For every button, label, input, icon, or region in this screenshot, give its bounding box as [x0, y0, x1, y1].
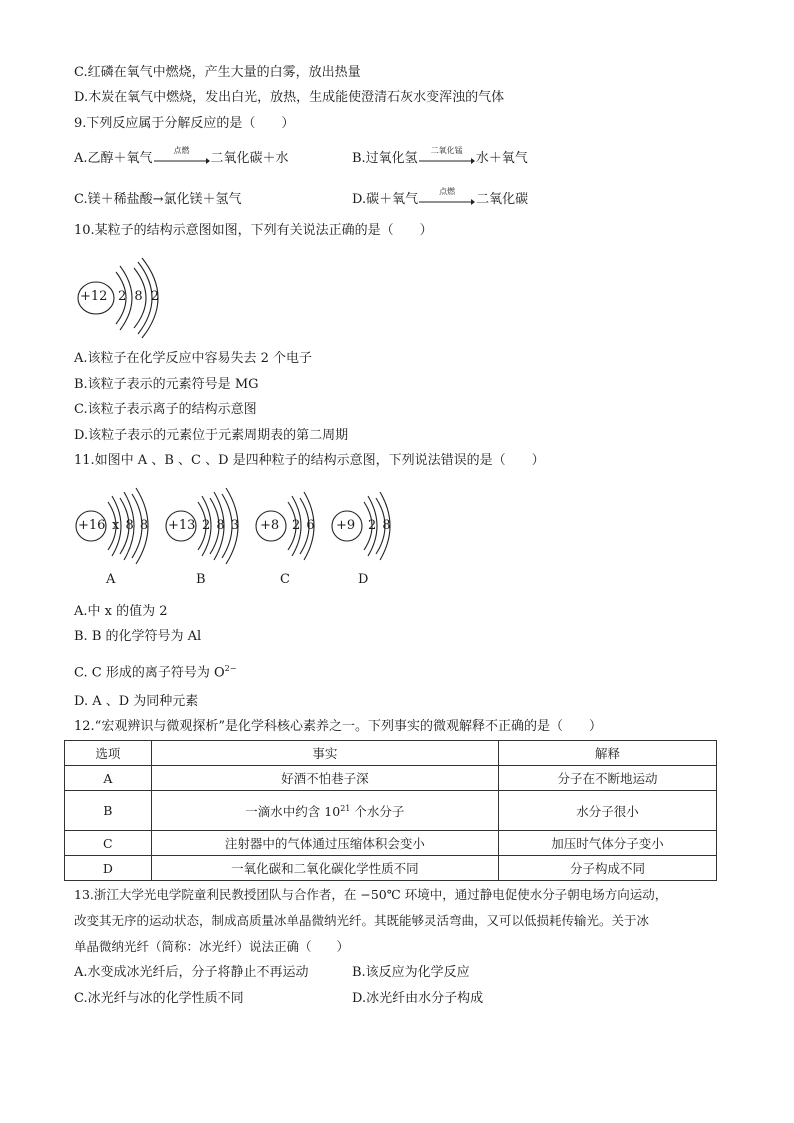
condition-label: 二氧化锰 — [430, 145, 463, 155]
q10-option-c: C.该粒子表示离子的结构示意图 — [74, 402, 257, 417]
q9-a-right: 二氧化碳＋水 — [210, 151, 289, 166]
four-atom-diagrams — [74, 484, 414, 592]
atom-label: A — [106, 572, 116, 587]
cell-option: A — [65, 766, 152, 791]
cell-fact: 一氧化碳和二氧化碳化学性质不同 — [151, 856, 498, 881]
electron-shells: 2 8 — [368, 518, 392, 533]
cell-fact: 好酒不怕巷子深 — [151, 766, 498, 791]
table-row — [65, 791, 717, 831]
q9-a-left: A.乙醇＋氧气 — [74, 151, 153, 166]
q11-option-a: A.中 x 的值为 2 — [74, 604, 168, 619]
condition-label: 点燃 — [173, 145, 190, 155]
reaction-arrow — [419, 145, 475, 166]
q11-option-d: D. A 、D 为同种元素 — [74, 694, 199, 709]
q10-stem: 10.某粒子的结构示意图如图，下列有关说法正确的是（ ） — [74, 223, 433, 238]
ion-charge: 2− — [224, 664, 237, 673]
q13-option-c: C.冰光纤与冰的化学性质不同 — [74, 991, 244, 1006]
arrow-icon — [154, 158, 210, 164]
table-row — [65, 831, 717, 856]
atom-a — [74, 484, 154, 592]
cell-option: D — [65, 856, 152, 881]
q9-d-left: D.碳＋氧气 — [352, 192, 419, 207]
reaction-arrow — [419, 186, 475, 207]
cell-option: C — [65, 831, 152, 856]
cell-fact: 注射器中的气体通过压缩体积会变小 — [151, 831, 498, 856]
cell-fact — [151, 791, 498, 831]
exponent: 21 — [340, 803, 351, 813]
q13-stem-line-1: 13.浙江大学光电学院童利民教授团队与合作者，在 −50℃ 环境中，通过静电促使水分子朝电场方向运动， — [74, 887, 668, 902]
q8-option-d: D.木炭在氧气中燃烧，发出白光，放热，生成能使澄清石灰水变浑浊的气体 — [74, 90, 505, 105]
q9-option-d — [352, 186, 529, 209]
q12-stem: 12.“宏观辨识与微观探析”是化学科核心素养之一。下列事实的微观解释不正确的是（ ） — [74, 719, 602, 734]
q13-stem-line-2: 改变其无序的运动状态，制成高质量冰单晶微纳光纤。其既能够灵活弯曲，又可以低损耗传输光。关于冰 — [74, 913, 650, 928]
q9-b-left: B.过氧化氢 — [352, 151, 418, 166]
cell-explanation: 水分子很小 — [499, 791, 717, 831]
cell-explanation: 分子在不断地运动 — [499, 766, 717, 791]
header-option: 选项 — [65, 741, 152, 766]
electron-shells: x 8 8 — [112, 518, 150, 533]
condition-label: 点燃 — [439, 186, 456, 196]
q10-option-a: A.该粒子在化学反应中容易失去 2 个电子 — [74, 351, 313, 366]
q8-option-c: C.红磷在氧气中燃烧，产生大量的白雾，放出热量 — [74, 65, 361, 80]
table-row — [65, 766, 717, 791]
fact-text-pre: 一滴水中约含 10 — [245, 803, 341, 819]
q11-option-b: B. B 的化学符号为 Al — [74, 629, 202, 644]
atom-b — [164, 484, 244, 592]
electron-shells: 2 6 — [292, 518, 316, 533]
nucleus-charge: +13 — [168, 518, 196, 533]
cell-explanation: 分子构成不同 — [499, 856, 717, 881]
header-explanation: 解释 — [499, 741, 717, 766]
q13-option-a: A.水变成冰光纤后，分子将静止不再运动 — [74, 965, 309, 980]
q11-option-c-text: C. C 形成的离子符号为 O — [74, 665, 225, 681]
q9-option-a — [74, 145, 289, 168]
nucleus-charge: +9 — [336, 518, 356, 533]
q9-d-right: 二氧化碳 — [476, 192, 529, 207]
nucleus-charge: +16 — [78, 518, 106, 533]
electron-shells: 2 8 2 — [118, 289, 162, 304]
q10-option-b: B.该粒子表示的元素符号是 MG — [74, 377, 259, 392]
q11-stem: 11.如图中 A 、B 、C 、D 是四种粒子的结构示意图，下列说法错误的是（ ） — [74, 453, 545, 468]
reaction-arrow — [154, 145, 210, 166]
q13-option-b: B.该反应为化学反应 — [352, 965, 470, 980]
q13-option-d: D.冰光纤由水分子构成 — [352, 991, 484, 1006]
arrow-icon — [419, 199, 475, 205]
nucleus-charge: +8 — [260, 518, 280, 533]
atom-label: B — [196, 572, 206, 587]
atom-structure-diagram — [74, 252, 184, 344]
arrow-icon — [419, 158, 475, 164]
header-fact: 事实 — [151, 741, 498, 766]
q11-option-c — [74, 660, 236, 682]
atom-label: D — [358, 572, 369, 587]
atom-label: C — [280, 572, 290, 587]
table-row — [65, 856, 717, 881]
q10-option-d: D.该粒子表示的元素位于元素周期表的第二周期 — [74, 428, 349, 443]
q9-option-c: C.镁＋稀盐酸→氯化镁＋氢气 — [74, 192, 242, 207]
nucleus-charge: +12 — [80, 289, 108, 304]
q12-table — [64, 740, 717, 881]
fact-text-post: 个水分子 — [350, 803, 405, 819]
q9-stem: 9.下列反应属于分解反应的是（ ） — [74, 116, 295, 131]
q9-option-b — [352, 145, 528, 168]
atom-d — [330, 484, 400, 592]
electron-shells: 2 8 3 — [202, 518, 241, 533]
cell-option: B — [65, 791, 152, 831]
atom-c — [254, 484, 324, 592]
q9-b-right: 水＋氧气 — [475, 151, 528, 166]
table-header-row — [65, 741, 717, 766]
q13-stem-line-3: 单晶微纳光纤（简称：冰光纤）说法正确（ ） — [74, 939, 350, 954]
cell-explanation: 加压时气体分子变小 — [499, 831, 717, 856]
